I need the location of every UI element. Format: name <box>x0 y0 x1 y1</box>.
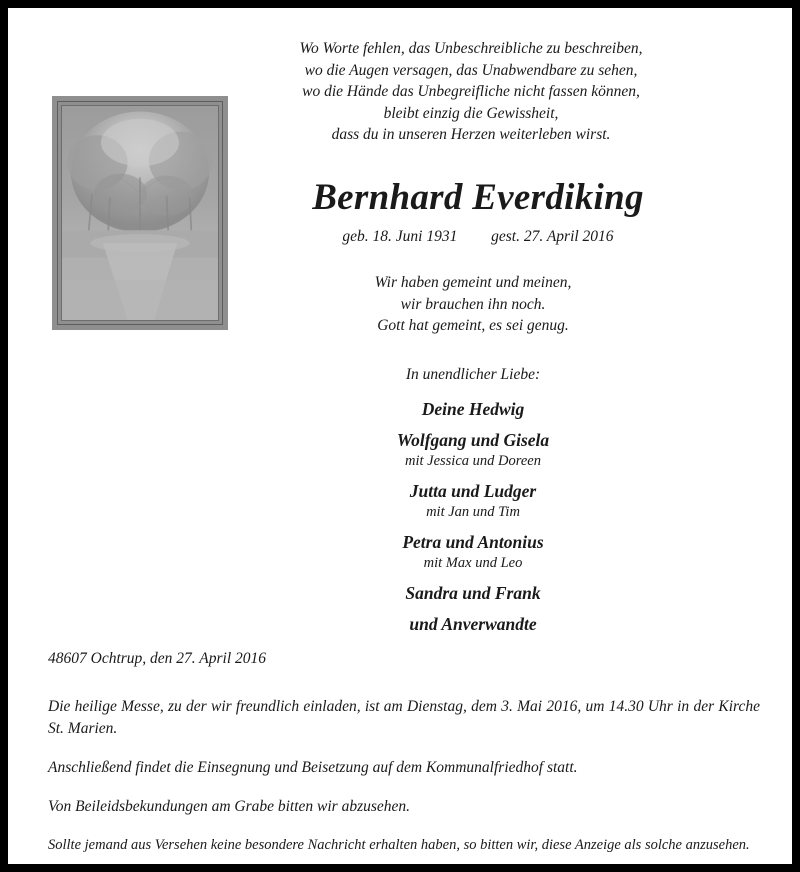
birth-date: geb. 18. Juni 1931 <box>342 228 458 245</box>
name-block <box>248 176 708 246</box>
opening-verse <box>266 38 676 146</box>
verse-line: wir brauchen ihn noch. <box>400 295 546 313</box>
memorial-photo-frame-inner <box>57 101 223 325</box>
family-member: Petra und Antonius <box>402 532 544 552</box>
memorial-photo-frame <box>52 96 228 330</box>
deceased-name: Bernhard Everdiking <box>312 177 644 218</box>
burial-info: Anschließend findet die Einsegnung und Beisetzung auf dem Kommunalfriedhof statt. <box>48 759 578 776</box>
cemetery-gate-image <box>61 105 219 321</box>
mass-info: Die heilige Messe, zu der wir freundlich einladen, ist am Dienstag, dem 3. Mai 2016, um 14.30 Uhr in der Kirche St. Marien. <box>48 698 760 737</box>
verse-line: bleibt einzig die Gewissheit, <box>383 104 559 122</box>
service-details <box>48 648 760 855</box>
verse-line: wo die Hände das Unbegreifliche nicht fassen können, <box>302 83 640 100</box>
middle-verse <box>293 272 653 337</box>
family-member: Wolfgang und Gisela <box>396 430 550 450</box>
verse-line: dass du in unseren Herzen weiterleben wirst. <box>331 126 611 143</box>
condolence-info: Von Beileidsbekundungen am Grabe bitten wir abzusehen. <box>48 798 411 815</box>
place-and-date: 48607 Ochtrup, den 27. April 2016 <box>48 650 266 667</box>
verse-line: Wo Worte fehlen, das Unbeschreibliche zu beschreiben, <box>299 40 643 57</box>
family-member: Deine Hedwig <box>421 399 525 419</box>
cemetery-gate-illustration <box>62 106 218 320</box>
verse-line: Gott hat gemeint, es sei genug. <box>377 317 569 334</box>
verse-line: Wir haben gemeint und meinen, <box>374 274 572 291</box>
family-member: und Anverwandte <box>409 614 537 634</box>
family-member: Sandra und Frank <box>405 583 541 603</box>
verse-line: wo die Augen versagen, das Unabwendbare zu sehen, <box>304 61 638 79</box>
life-dates <box>248 228 708 246</box>
general-notice-info: Sollte jemand aus Versehen keine besondere Nachricht erhalten haben, so bitten wir, diese Anzeige als solche anzusehen. <box>48 837 750 853</box>
family-member-children: mit Max und Leo <box>423 555 523 571</box>
family-member-children: mit Jessica und Doreen <box>405 453 541 469</box>
in-love-line: In unendlicher Liebe: <box>405 366 541 383</box>
family-member-children: mit Jan und Tim <box>426 504 520 520</box>
death-date: gest. 27. April 2016 <box>491 228 614 245</box>
family-list <box>293 398 653 635</box>
family-member: Jutta und Ludger <box>409 481 537 501</box>
